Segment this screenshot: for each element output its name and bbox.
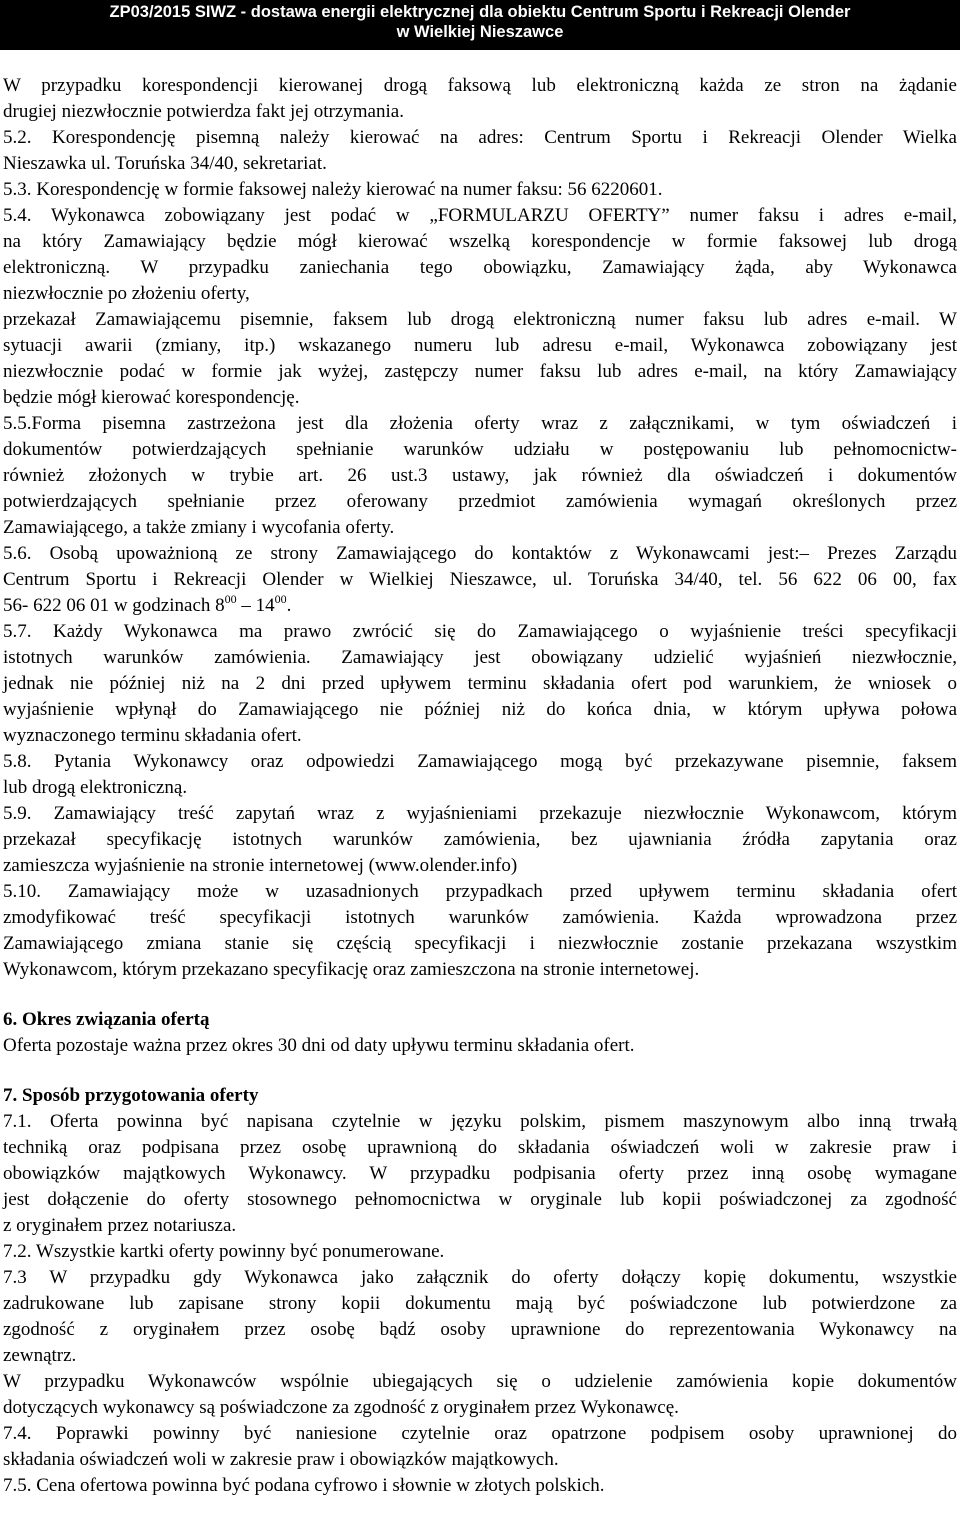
section-heading: 6. Okres związania ofertą bbox=[3, 1009, 210, 1030]
text-line: 7.5. Cena ofertowa powinna być podana cyfrowo i słownie w złotych polskich. bbox=[3, 1475, 605, 1496]
text-line: obowiązków majątkowych Wykonawcy. W przypadku podpisania oferty przez inną osobę wymagane bbox=[3, 1163, 957, 1184]
text-line: również złożonych w trybie art. 26 ust.3 ustawy, jak również dla oświadczeń i dokumentów bbox=[3, 465, 957, 486]
text-line: W przypadku Wykonawców wspólnie ubiegających się o udzielenie zamówienia kopie dokumentów bbox=[3, 1371, 957, 1392]
text-line: W przypadku korespondencji kierowanej drogą faksową lub elektroniczną każda ze stron na żądanie bbox=[3, 75, 957, 96]
superscript-time: 00 bbox=[224, 592, 237, 606]
text-line: 5.9. Zamawiający treść zapytań wraz z wyjaśnieniami przekazuje niezwłocznie Wykonawcom, którym bbox=[3, 803, 957, 824]
text-line: zewnątrz. bbox=[3, 1345, 77, 1366]
text-line: Wykonawcom, którym przekazano specyfikację oraz zamieszczona na stronie internetowej. bbox=[3, 959, 700, 980]
text-line: sytuacji awarii (zmiany, itp.) wskazanego numeru lub adresu e-mail, Wykonawca zobowiązany jest bbox=[3, 335, 957, 356]
text-line: niezwłocznie po złożeniu oferty, bbox=[3, 283, 250, 304]
text-line: techniką oraz podpisana przez osobę uprawnioną do składania oświadczeń woli w zakresie praw i bbox=[3, 1137, 957, 1158]
text-line: jest dołączenie do oferty stosownego pełnomocnictwa w oryginale lub kopii poświadczonej za zgodność bbox=[3, 1189, 957, 1210]
text-segment: . bbox=[286, 595, 292, 616]
text-line: Centrum Sportu i Rekreacji Olender w Wielkiej Nieszawce, ul. Toruńska 34/40, tel. 56 622 06 00, fax bbox=[3, 569, 957, 590]
text-line: istotnych warunków zamówienia. Zamawiający jest obowiązany udzielić wyjaśnień niezwłocznie, bbox=[3, 647, 957, 668]
text-line: 5.3. Korespondencję w formie faksowej należy kierować na numer faksu: 56 6220601. bbox=[3, 179, 663, 200]
text-line: 5.7. Każdy Wykonawca ma prawo zwrócić się do Zamawiającego o wyjaśnienie treści specyfikacji bbox=[3, 621, 957, 642]
text-line: Nieszawka ul. Toruńska 34/40, sekretariat. bbox=[3, 153, 327, 174]
text-line: zamieszcza wyjaśnienie na stronie internetowej (www.olender.info) bbox=[3, 855, 518, 876]
page-header bbox=[0, 0, 960, 50]
text-line: 7.1. Oferta powinna być napisana czytelnie w języku polskim, pismem maszynowym albo inną trwałą bbox=[3, 1111, 957, 1132]
header-line-2: w Wielkiej Nieszawce bbox=[396, 23, 564, 41]
text-line: dotyczących wykonawcy są poświadczone za zgodność z oryginałem przez Wykonawcę. bbox=[3, 1397, 679, 1418]
text-line: wyznaczonego terminu składania ofert. bbox=[3, 725, 302, 746]
text-line: zgodność z oryginałem przez osobę bądź osoby uprawnione do reprezentowania Wykonawcy na bbox=[3, 1319, 957, 1340]
text-line: zmodyfikować treść specyfikacji istotnych warunków zamówienia. Każda wprowadzona przez bbox=[3, 907, 957, 928]
text-line: drugiej niezwłocznie potwierdza fakt jej otrzymania. bbox=[3, 101, 404, 122]
text-segment: 56- 622 06 01 w godzinach 8 bbox=[3, 595, 225, 616]
paragraph-gap bbox=[0, 983, 960, 1007]
document-body bbox=[0, 73, 960, 1499]
paragraph-gap bbox=[0, 1059, 960, 1083]
header-line-1: ZP03/2015 SIWZ - dostawa energii elektrycznej dla obiektu Centrum Sportu i Rekreacji Olender bbox=[109, 3, 851, 21]
text-line: Zamawiającego, a także zmiany i wycofania oferty. bbox=[3, 517, 395, 538]
text-line: wyjaśnienie wpłynął do Zamawiającego nie później niż do końca dnia, w którym upływa połowa bbox=[3, 699, 957, 720]
text-line: Oferta pozostaje ważna przez okres 30 dni od daty upływu terminu składania ofert. bbox=[3, 1035, 635, 1056]
text-line: 7.2. Wszystkie kartki oferty powinny być ponumerowane. bbox=[3, 1241, 445, 1262]
text-line: elektroniczną. W przypadku zaniechania tego obowiązku, Zamawiający żąda, aby Wykonawca bbox=[3, 257, 957, 278]
text-line: 5.5.Forma pisemna zastrzeżona jest dla złożenia oferty wraz z załącznikami, w tym oświadczeń i bbox=[3, 413, 957, 434]
section-heading: 7. Sposób przygotowania oferty bbox=[3, 1085, 259, 1106]
text-line: składania oświadczeń woli w zakresie praw i obowiązków majątkowych. bbox=[3, 1449, 559, 1470]
text-line: 5.2. Korespondencję pisemną należy kierować na adres: Centrum Sportu i Rekreacji Olender Wielka bbox=[3, 127, 957, 148]
text-line: 7.4. Poprawki powinny być naniesione czytelnie oraz opatrzone podpisem osoby uprawnionej do bbox=[3, 1423, 957, 1444]
text-line: niezwłocznie podać w formie jak wyżej, zastępczy numer faksu lub adres e-mail, na który Zamawiający bbox=[3, 361, 957, 382]
text-line: na który Zamawiający będzie mógł kierować wszelką korespondencje w formie faksowej lub drogą bbox=[3, 231, 957, 252]
text-line: Zamawiającego zmiana stanie się częścią specyfikacji i niezwłocznie zostanie przekazana wszystkim bbox=[3, 933, 957, 954]
text-line: będzie mógł kierować korespondencję. bbox=[3, 387, 300, 408]
superscript-time: 00 bbox=[274, 592, 287, 606]
text-line: 5.8. Pytania Wykonawcy oraz odpowiedzi Zamawiającego mogą być przekazywane pisemnie, faksem bbox=[3, 751, 957, 772]
text-line: potwierdzających spełnianie przez oferowany przedmiot zamówienia wymagań określonych przez bbox=[3, 491, 957, 512]
text-line: jednak nie później niż na 2 dni przed upływem terminu składania ofert pod warunkiem, że wniosek o bbox=[3, 673, 957, 694]
text-line: zadrukowane lub zapisane strony kopii dokumentu mają być poświadczone lub potwierdzone za bbox=[3, 1293, 957, 1314]
text-line: przekazał specyfikację istotnych warunków zamówienia, bez ujawniania źródła zapytania oraz bbox=[3, 829, 957, 850]
text-segment: – 14 bbox=[236, 595, 275, 616]
text-line: 5.4. Wykonawca zobowiązany jest podać w „FORMULARZU OFERTY” numer faksu i adres e-mail, bbox=[3, 205, 957, 226]
text-line: 5.10. Zamawiający może w uzasadnionych przypadkach przed upływem terminu składania ofert bbox=[3, 881, 957, 902]
text-line: dokumentów potwierdzających spełnianie warunków udziału w postępowaniu lub pełnomocnictw- bbox=[3, 439, 957, 460]
text-line: przekazał Zamawiającemu pisemnie, faksem lub drogą elektroniczną numer faksu lub adres e-mail. W bbox=[3, 309, 957, 330]
text-line: lub drogą elektroniczną. bbox=[3, 777, 188, 798]
text-line: z oryginałem przez notariusza. bbox=[3, 1215, 237, 1236]
text-line bbox=[0, 593, 957, 619]
text-line: 7.3 W przypadku gdy Wykonawca jako załącznik do oferty dołączy kopię dokumentu, wszystkie bbox=[3, 1267, 957, 1288]
text-line: 5.6. Osobą upoważnioną ze strony Zamawiającego do kontaktów z Wykonawcami jest:– Prezes Zarządu bbox=[3, 543, 957, 564]
